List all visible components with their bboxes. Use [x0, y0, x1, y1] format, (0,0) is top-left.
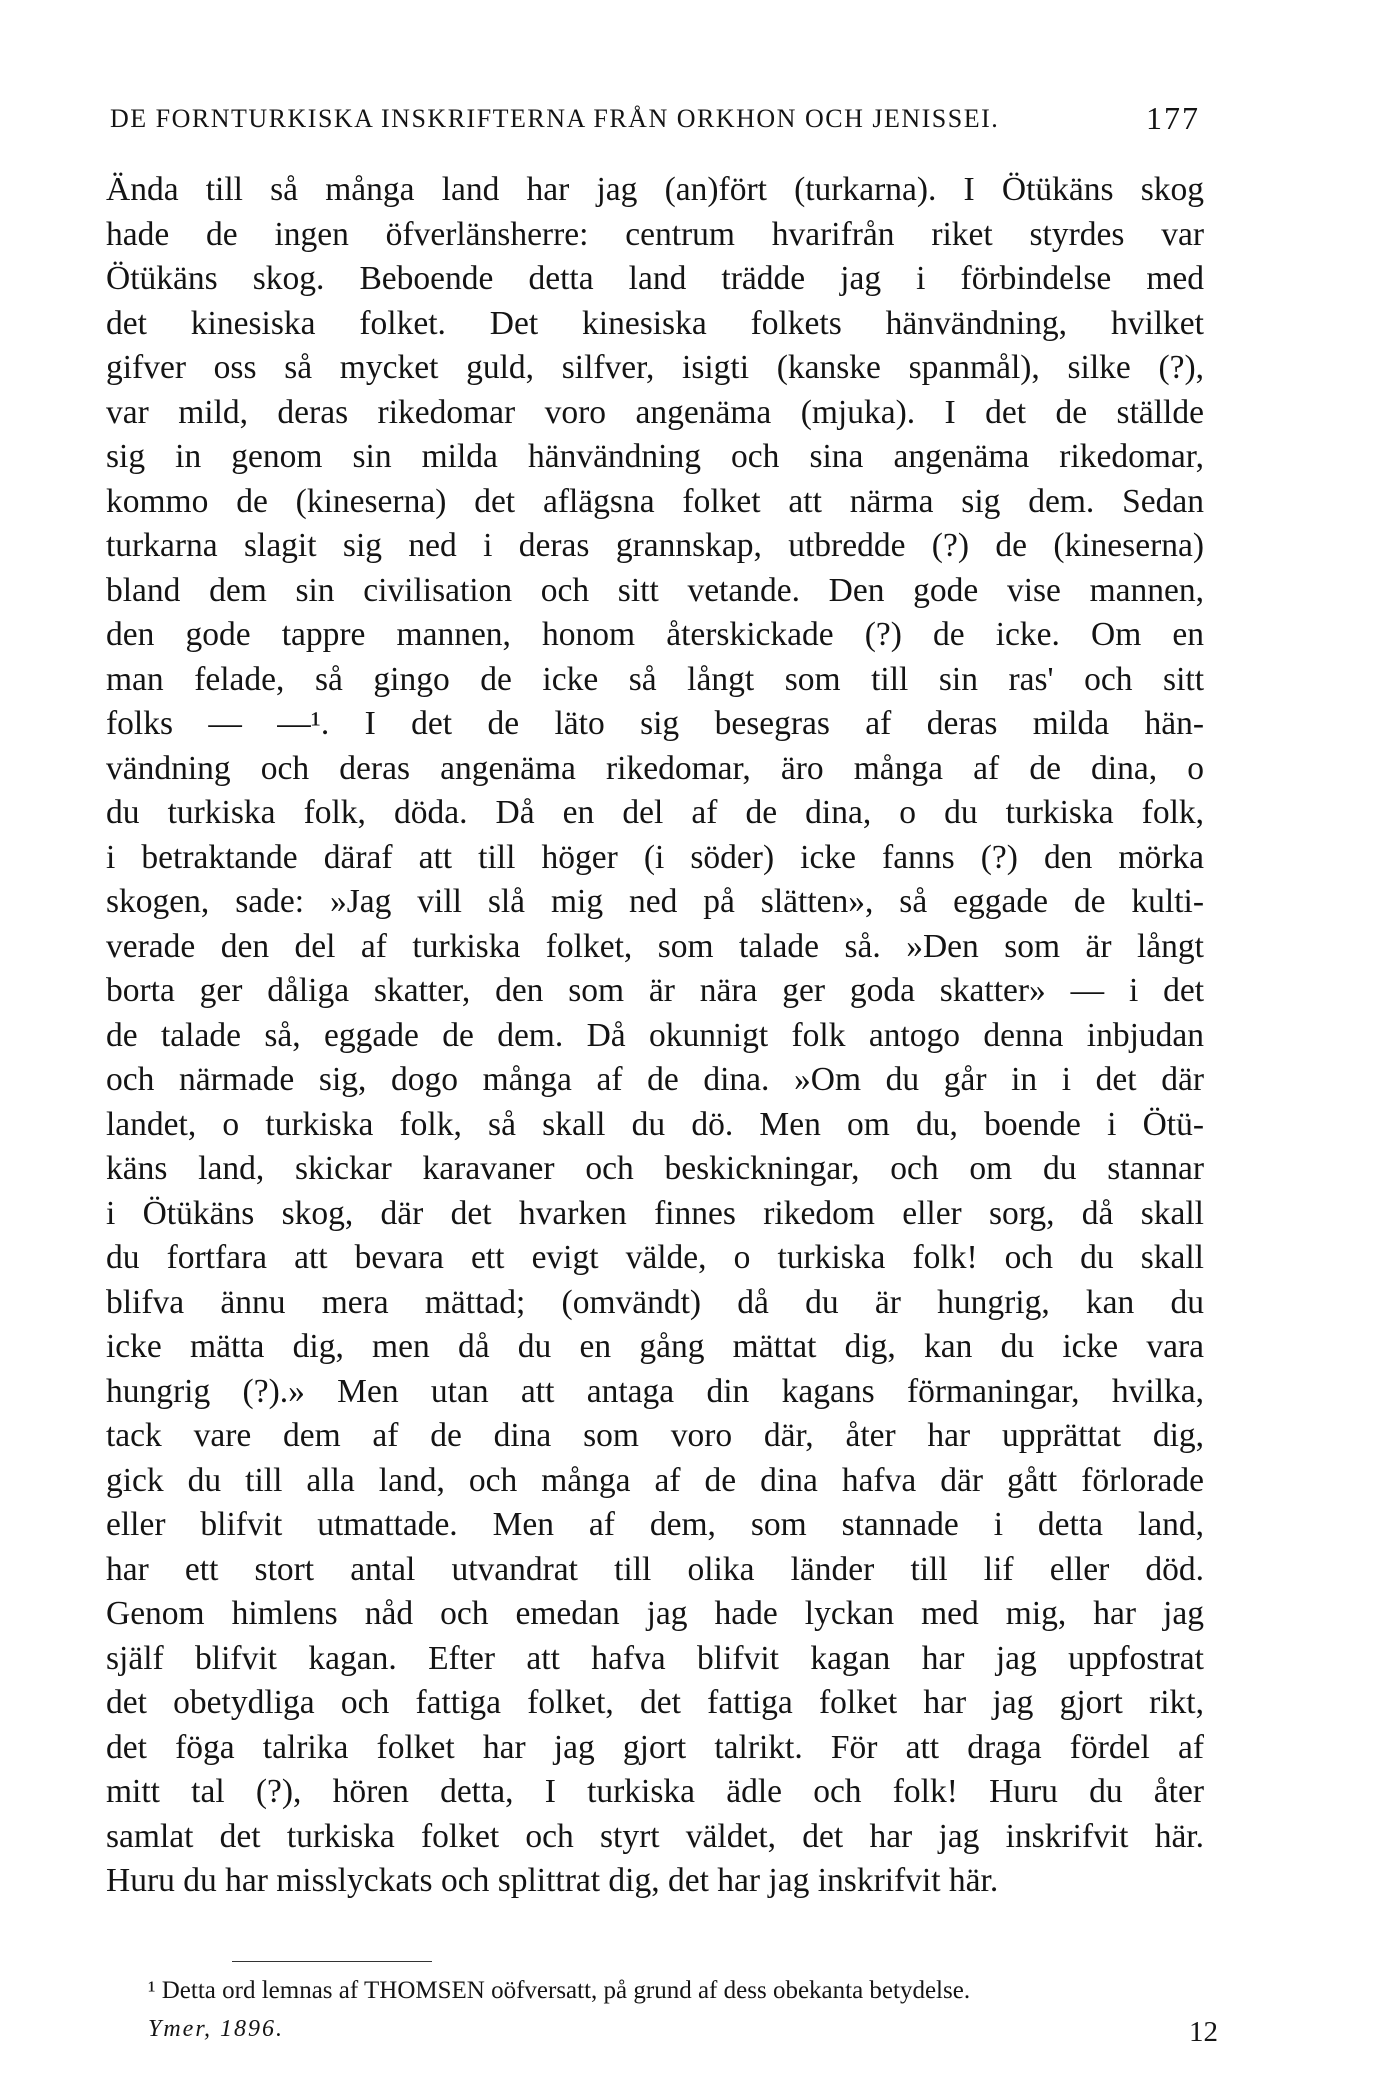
text-line: icke mätta dig, men då du en gång mättat dig, kan du icke vara — [106, 1328, 1204, 1365]
text-line: Ötükäns skog. Beboende detta land trädde jag i förbindelse med — [106, 260, 1204, 297]
text-line: de talade så, eggade de dem. Då okunnigt folk antogo denna inbjudan — [106, 1016, 1204, 1054]
text-line: det föga talrika folket har jag gjort talrikt. För att draga fördel af — [106, 1728, 1204, 1766]
text-line: skogen, sade: »Jag vill slå mig ned på slätten», så eggade de kulti- — [106, 883, 1204, 920]
text-line: folks — —¹. I det de läto sig besegras af deras milda hän- — [106, 705, 1204, 742]
text-line: själf blifvit kagan. Efter att hafva blifvit kagan har jag uppfostrat — [106, 1639, 1204, 1677]
text-line: bland dem sin civilisation och sitt vetande. Den gode vise mannen, — [106, 571, 1204, 609]
text-line: och närmade sig, dogo många af de dina. »Om du går in i det där — [106, 1061, 1204, 1098]
running-title: DE FORNTURKISKA INSKRIFTERNA FRÅN ORKHON OCH JENISSEI. — [110, 104, 1000, 133]
text-line: Huru du har misslyckats och splittrat dig, det har jag inskrifvit här. — [106, 1862, 999, 1899]
sheet-number: 12 — [1189, 2016, 1218, 2048]
text-line: du fortfara att bevara ett evigt välde, o turkiska folk! och du skall — [106, 1239, 1204, 1276]
text-line: Genom himlens nåd och emedan jag hade lyckan med mig, har jag — [106, 1595, 1204, 1632]
text-line: vändning och deras angenäma rikedomar, äro många af de dina, o — [106, 749, 1204, 787]
text-line: mitt tal (?), hören detta, I turkiska ädle och folk! Huru du åter — [106, 1773, 1204, 1810]
page-number: 177 — [1146, 100, 1200, 136]
text-line: i Ötükäns skog, där det hvarken finnes rikedom eller sorg, då skall — [106, 1194, 1204, 1232]
text-line: gifver oss så mycket guld, silfver, isigti (kanske spanmål), silke (?), — [106, 349, 1204, 386]
text-line: kommo de (kineserna) det aflägsna folket att närma sig dem. Sedan — [106, 482, 1204, 520]
text-line: käns land, skickar karavaner och beskickningar, och om du stannar — [106, 1150, 1204, 1187]
text-line: man felade, så gingo de icke så långt som till sin ras' och sitt — [106, 660, 1204, 698]
text-line: Ända till så många land har jag (an)fört (turkarna). I Ötükäns skog — [106, 171, 1204, 208]
body-text — [106, 168, 1204, 1904]
page-footer — [148, 2016, 1218, 2056]
text-line: du turkiska folk, döda. Då en del af de dina, o du turkiska folk, — [106, 794, 1204, 831]
text-line: borta ger dåliga skatter, den som är nära ger goda skatter» — i det — [106, 972, 1204, 1009]
text-line: tack vare dem af de dina som voro där, åter har upprättat dig, — [106, 1417, 1204, 1454]
text-line: det kinesiska folket. Det kinesiska folkets hänvändning, hvilket — [106, 304, 1204, 342]
text-line: det obetydliga och fattiga folket, det fattiga folket har jag gjort rikt, — [106, 1684, 1204, 1721]
footnote: ¹ Detta ord lemnas af THOMSEN oöfversatt, på grund af dess obekanta betydelse. — [148, 1977, 971, 2004]
text-line: blifva ännu mera mättad; (omvändt) då du är hungrig, kan du — [106, 1283, 1204, 1321]
text-line: var mild, deras rikedomar voro angenäma (mjuka). I det de ställde — [106, 393, 1204, 431]
text-line: i betraktande däraf att till höger (i söder) icke fanns (?) den mörka — [106, 838, 1204, 876]
text-line: turkarna slagit sig ned i deras grannskap, utbredde (?) de (kineserna) — [106, 527, 1204, 564]
footnote-divider — [232, 1961, 432, 1962]
text-line: sig in genom sin milda hänvändning och sina angenäma rikedomar, — [106, 438, 1204, 475]
text-line: landet, o turkiska folk, så skall du dö. Men om du, boende i Ötü- — [106, 1105, 1204, 1143]
text-line: hade de ingen öfverlänsherre: centrum hvarifrån riket styrdes var — [106, 215, 1204, 253]
text-line: eller blifvit utmattade. Men af dem, som stannade i detta land, — [106, 1506, 1204, 1543]
text-line: samlat det turkiska folket och styrt väldet, det har jag inskrifvit här. — [106, 1817, 1204, 1855]
text-line: den gode tappre mannen, honom återskickade (?) de icke. Om en — [106, 616, 1204, 653]
text-line: hungrig (?).» Men utan att antaga din kagans förmaningar, hvilka, — [106, 1372, 1204, 1410]
text-line: gick du till alla land, och många af de dina hafva där gått förlorade — [106, 1461, 1204, 1499]
journal-signature: Ymer, 1896. — [148, 2016, 285, 2042]
text-line: har ett stort antal utvandrat till olika länder till lif eller död. — [106, 1550, 1204, 1588]
text-line: verade den del af turkiska folket, som talade så. »Den som är långt — [106, 927, 1204, 965]
